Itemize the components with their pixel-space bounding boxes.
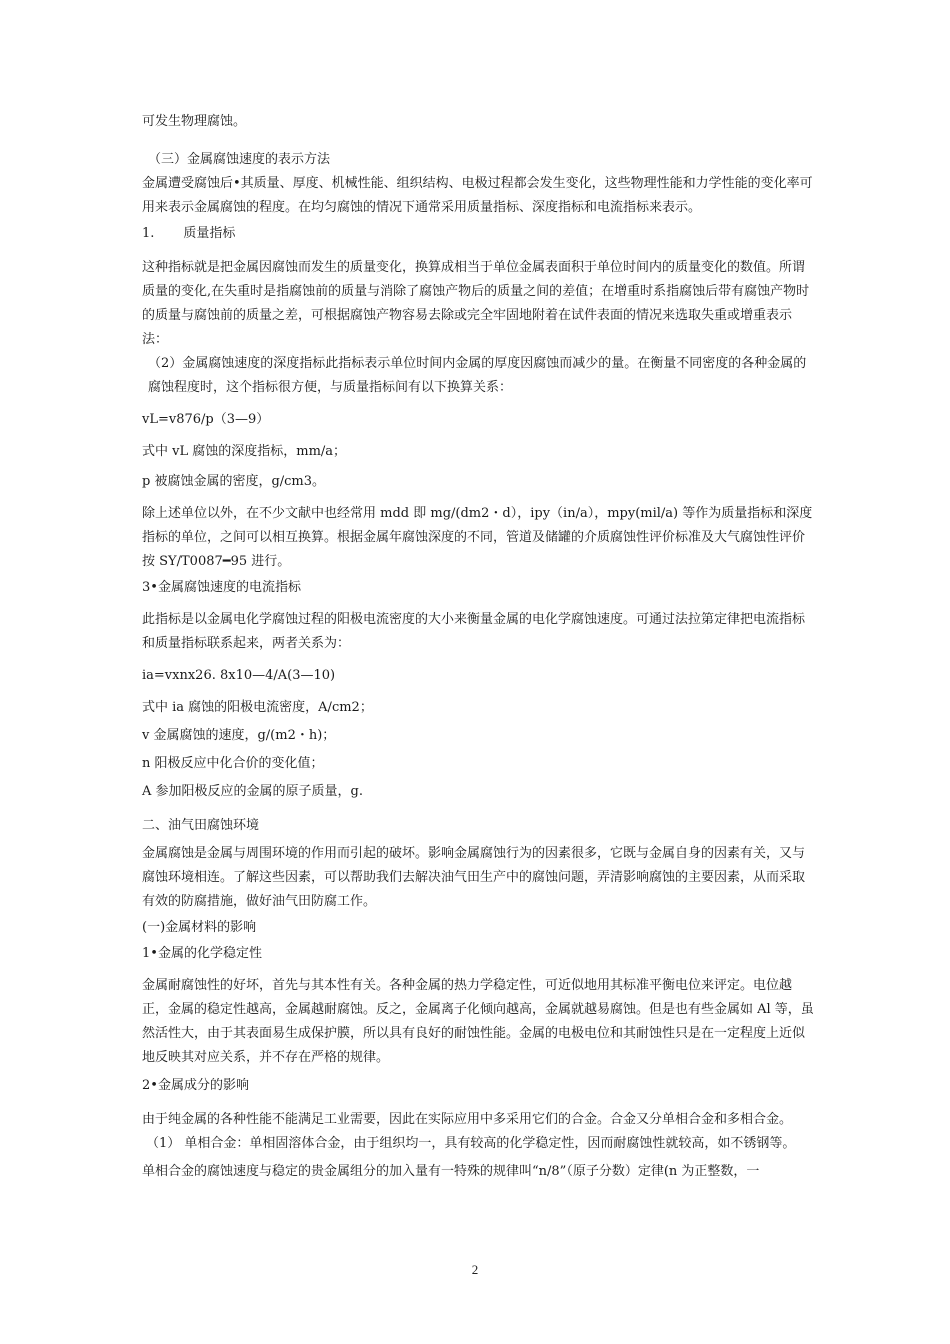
paragraph-4: 这种指标就是把金属因腐蚀而发生的质量变化，换算成相当于单位金属表面积于单位时间内的质量变化的数值。所谓质量的变化,在失重时是指腐蚀前的质量与消除了腐蚀产物后的质量之间的差值；在增重时系指腐蚀后带有腐蚀产物时的质量与腐蚀前的质量之差，可根据腐蚀产物容易去除或完全牢固地附着在试件表面的情况来选取失重或增重表示法： [142,260,810,347]
formula-3-9: vL=v876/p（3—9） [142,412,270,427]
paragraph-25: 单相合金的腐蚀速度与稳定的贵金属组分的加入量有一特殊的规律叫“n/8”（原子分数）定律(n 为正整数，一 [142,1164,760,1179]
paragraph-23: 由于纯金属的各种性能不能满足工业需要，因此在实际应用中多采用它们的合金。合金又分单相合金和多相合金。 [142,1112,793,1127]
paragraph-21: 金属耐腐蚀性的好坏，首先与其本性有关。各种金属的热力学稳定性，可近似地用其标准平衡电位来评定。电位越正，金属的稳定性越高，金属越耐腐蚀。反之，金属离子化倾向越高，金属就越易腐蚀。但是也有些金属如 Al 等，虽然活性大，由于其表面易生成保护膜，所以具有良好的耐蚀性能。金属的电极电位和其耐蚀性只是在一定程度上近似地反映其对应关系，并不存在严格的规律。 [142,978,814,1065]
page-number: 2 [471,1262,479,1277]
subheading-chemical-stability: 1•金属的化学稳定性 [142,946,262,961]
formula-3-10: ia=vxnx26. 8x10—4/A(3—10) [142,668,336,683]
subheading-current-index: 3•金属腐蚀速度的电流指标 [142,580,301,595]
paragraph-16: A 参加阳极反应的金属的原子质量，g. [142,784,363,799]
document-body [142,110,814,1184]
paragraph-8: p 被腐蚀金属的密度，g/cm3。 [142,474,326,489]
subheading-metal-composition: 2•金属成分的影响 [142,1078,249,1093]
paragraph-7: 式中 vL 腐蚀的深度指标，mm/a； [142,444,347,459]
paragraph-18: 金属腐蚀是金属与周围环境的作用而引起的破坏。影响金属腐蚀行为的因素很多，它既与金属自身的因素有关，又与腐蚀环境相连。了解这些因素，可以帮助我们去解决油气田生产中的腐蚀问题，弄清影响腐蚀的主要因素，从而采取有效的防腐措施，做好油气田防腐工作。 [142,846,806,909]
section-heading-2: 二、油气田腐蚀环境 [142,818,260,833]
paragraph-11: 此指标是以金属电化学腐蚀过程的阳极电流密度的大小来衡量金属的电化学腐蚀速度。可通过法拉第定律把电流指标和质量指标联系起来，两者关系为： [142,612,806,651]
paragraph-24: （1） 单相合金：单相固溶体合金，由于组织均一，具有较高的化学稳定性，因而耐腐蚀性就较高，如不锈钢等。 [146,1136,796,1151]
paragraph-5: （2）金属腐蚀速度的深度指标此指标表示单位时间内金属的厚度因腐蚀而减少的量。在衡量不同密度的各种金属的腐蚀程度时，这个指标很方便，与质量指标间有以下换算关系： [148,356,807,395]
paragraph-14: v 金属腐蚀的速度，g/(m2・h)； [142,728,336,743]
paragraph-9: 除上述单位以外，在不少文献中也经常用 mdd 即 mg/(dm2・d），ipy（in/a），mpy(mil/a) 等作为质量指标和深度指标的单位，之间可以相互换算。根据金属年腐蚀深度的不同，管道及储罐的介质腐蚀性评价标准及大气腐蚀性评价按 SY/T0087━95 进行。 [142,506,813,569]
subheading-mass-index: 1. 质量指标 [142,226,236,241]
paragraph-15: n 阳极反应中化合价的变化值； [142,756,324,771]
paragraph-13: 式中 ia 腐蚀的阳极电流密度，A/cm2； [142,700,373,715]
section-heading-3: （三）金属腐蚀速度的表示方法 [148,152,331,167]
subheading-metal-material: (一)金属材料的影响 [142,920,257,935]
paragraph-2: 金属遭受腐蚀后•其质量、厚度、机械性能、组织结构、电极过程都会发生变化，这些物理性能和力学性能的变化率可用来表示金属腐蚀的程度。在均匀腐蚀的情况下通常采用质量指标、深度指标和电流指标来表示。 [142,176,813,215]
paragraph-0: 可发生物理腐蚀。 [142,114,247,129]
